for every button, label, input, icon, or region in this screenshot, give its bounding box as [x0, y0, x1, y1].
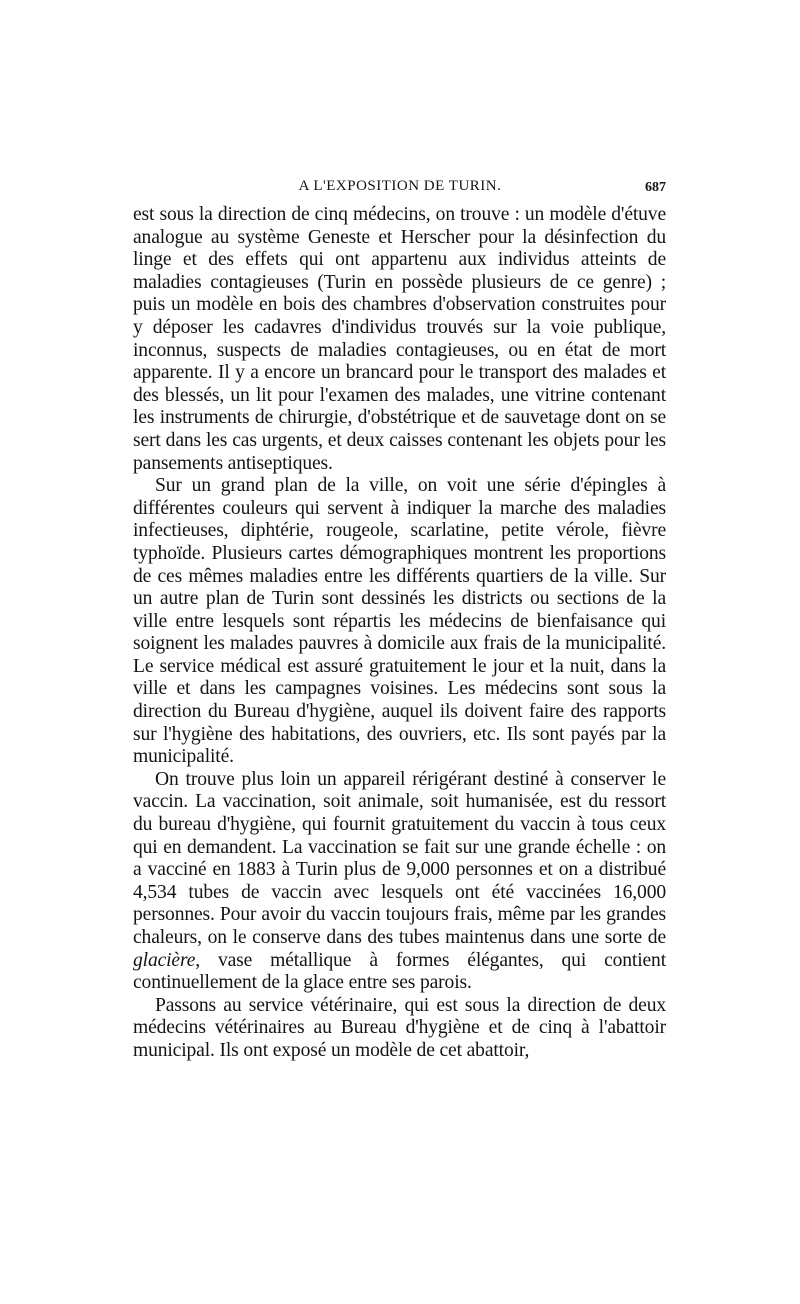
paragraph-1: est sous la direction de cinq médecins, on trouve : un modèle d'étuve analogue au système Geneste et Herscher pour la désinfection du linge et des effets qui ont appartenu aux individus atteints de maladies contagieuses (Turin en possède plusieurs de ce genre) ; puis un modèle en bois des chambres d'observation construites pour y déposer les cadavres d'individus trouvés sur la voie publique, inconnus, suspects de maladies contagieuses, ou en état de mort apparente. Il y a encore un brancard pour le transport des malades et des blessés, un lit pour l'examen des malades, une vitrine contenant les instruments de chirurgie, d'obstétrique et de sauvetage dont on se sert dans les cas urgents, et deux caisses contenant les objets pour les pansements antiseptiques. [133, 204, 666, 474]
italic-term-glaciere: glacière [133, 949, 196, 971]
paragraph-4: Passons au service vétérinaire, qui est sous la direction de deux médecins vétérinaires au Bureau d'hygiène et de cinq à l'abattoir municipal. Ils ont exposé un modèle de cet abattoir, [133, 994, 666, 1061]
page-number: 687 [645, 180, 666, 195]
paragraph-2: Sur un grand plan de la ville, on voit une série d'épingles à différentes couleurs qui servent à indiquer la marche des maladies infectieuses, diphtérie, rougeole, scarlatine, petite vérole, fièvre typhoïde. Plusieurs cartes démographiques montrent les proportions de ces mêmes maladies entre les différents quartiers de la ville. Sur un autre plan de Turin sont dessinés les districts ou sections de la ville entre lesquels sont répartis les médecins de bienfaisance qui soignent les malades pauvres à domicile aux frais de la municipalité. Le service médical est assuré gratuitement le jour et la nuit, dans la ville et dans les campagnes voisines. Les médecins sont sous la direction du Bureau d'hygiène, auquel ils doivent faire des rapports sur l'hygiène des habitations, des ouvriers, etc. Ils sont payés par la municipalité. [133, 475, 666, 768]
paragraph-3-text: On trouve plus loin un appareil rérigérant destiné à conserver le vaccin. La vaccination, soit animale, soit humanisée, est du ressort du bureau d'hygiène, qui fournit gratuitement du vaccin à tous ceux qui en demandent. La vaccination se fait sur une grande échelle : on a vacciné en 1883 à Turin plus de 9,000 personnes et on a distribué 4,534 tubes de vaccin avec lesquels ont été vaccinées 16,000 personnes. Pour avoir du vaccin toujours frais, même par les grandes chaleurs, on le conserve dans des tubes maintenus dans une sorte de [133, 768, 666, 948]
paragraph-3 [133, 769, 666, 995]
paragraph-3-end: , vase métallique à formes élégantes, qui contient continuellement de la glace entre ses parois. [133, 949, 666, 994]
body-text [133, 204, 666, 1063]
running-head [134, 176, 666, 200]
running-title: A L'EXPOSITION DE TURIN. [298, 178, 502, 194]
